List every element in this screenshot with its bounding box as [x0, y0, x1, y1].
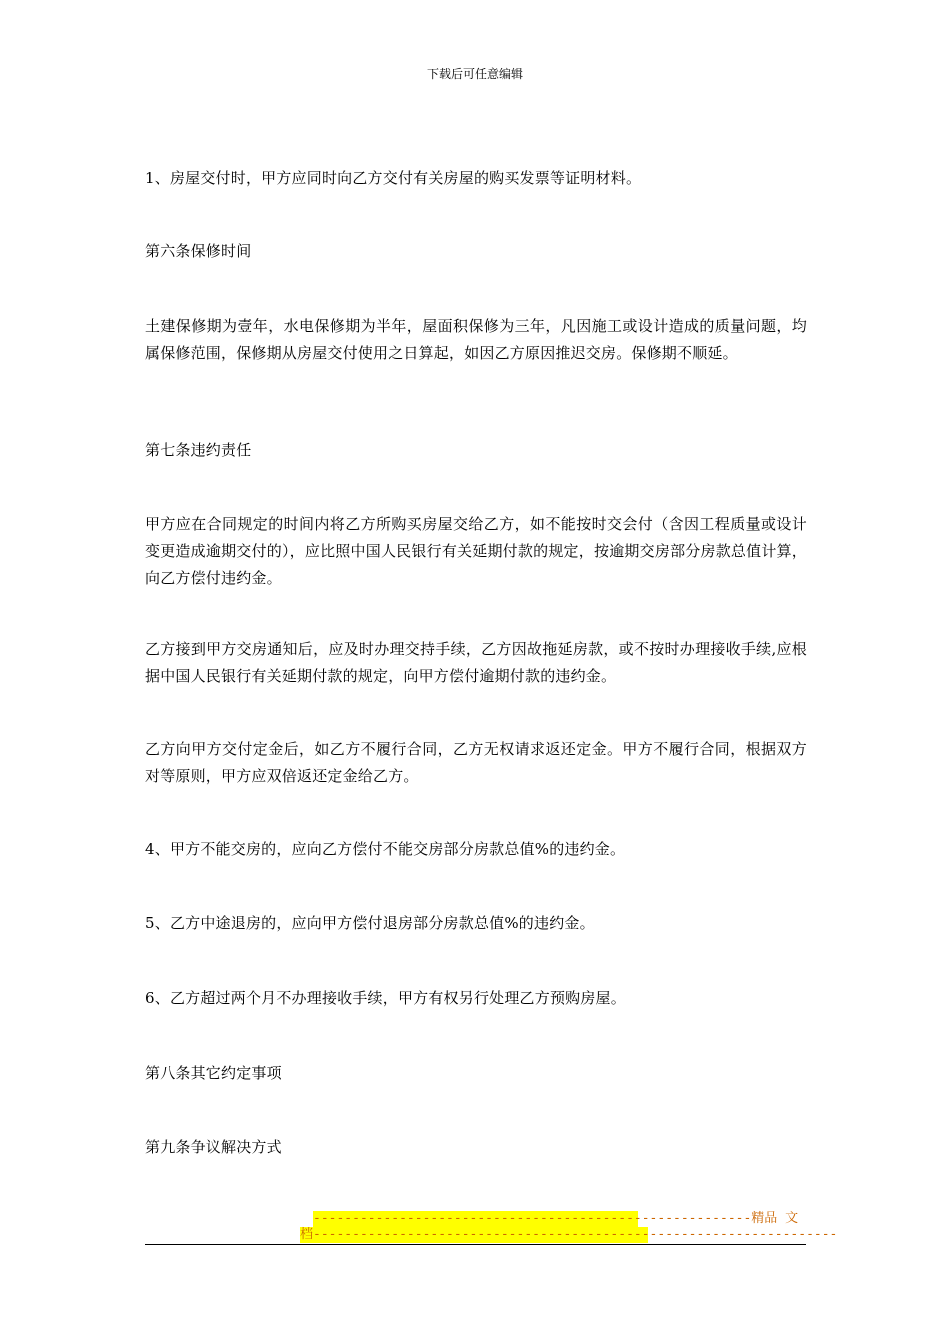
heading-article-9: 第九条争议解决方式 — [145, 1138, 282, 1156]
paragraph-deposit: 乙方向甲方交付定金后，如乙方不履行合同，乙方无权请求返还定金。甲方不履行合同，根据双方对等原则，甲方应双倍返还定金给乙方。 — [145, 740, 807, 785]
footer-banner — [300, 1211, 838, 1243]
paragraph-clause-4: 4、甲方不能交房的，应向乙方偿付不能交房部分房款总值%的违约金。 — [145, 840, 626, 858]
paragraph-clause-1: 1、房屋交付时，甲方应同时向乙方交付有关房屋的购买发票等证明材料。 — [145, 169, 642, 187]
heading-article-6: 第六条保修时间 — [145, 242, 252, 260]
paragraph-seller-delay: 甲方应在合同规定的时间内将乙方所购买房屋交给乙方，如不能按时交会付（含因工程质量或设计变更造成逾期交付的），应比照中国人民银行有关延期付款的规定，按逾期交房部分房款总值计算，向乙方偿付违约金。 — [145, 515, 807, 587]
header-note: 下载后可任意编辑 — [426, 67, 523, 81]
paragraph-buyer-delay: 乙方接到甲方交房通知后，应及时办理交持手续，乙方因故拖延房款，或不按时办理接收手续,应根据中国人民银行有关延期付款的规定，向甲方偿付逾期付款的违约金。 — [145, 640, 807, 685]
heading-article-8: 第八条其它约定事项 — [145, 1064, 282, 1082]
paragraph-clause-6: 6、乙方超过两个月不办理接收手续，甲方有权另行处理乙方预购房屋。 — [145, 989, 626, 1007]
paragraph-warranty: 土建保修期为壹年，水电保修期为半年，屋面积保修为三年，凡因施工或设计造成的质量问题，均属保修范围，保修期从房屋交付使用之日算起，如因乙方原因推迟交房。保修期不顺延。 — [145, 317, 807, 362]
footer-banner-line1: --------------------------------------------------------精品 文 — [313, 1211, 799, 1226]
heading-article-7: 第七条违约责任 — [145, 441, 252, 459]
footer-banner-line2: 档------------------------------------------------------------------- — [300, 1227, 838, 1242]
paragraph-clause-5: 5、乙方中途退房的，应向甲方偿付退房部分房款总值%的违约金。 — [145, 914, 595, 932]
footer-divider — [145, 1244, 806, 1245]
